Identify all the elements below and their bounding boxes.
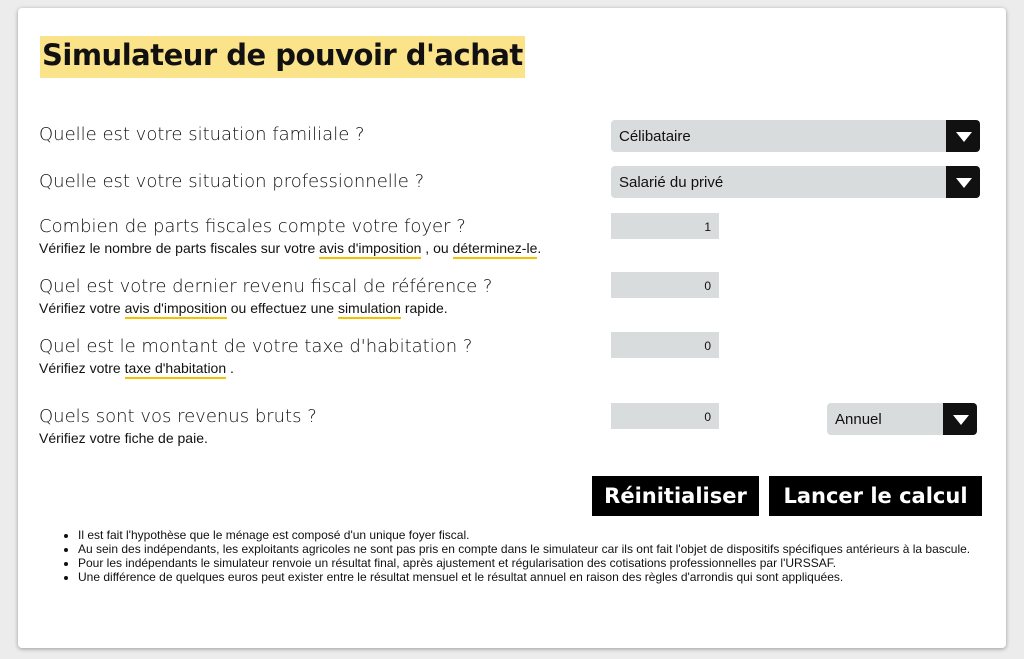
disclaimer-notes (58, 528, 1008, 584)
family-select-value: Célibataire (619, 128, 691, 145)
determinez-le-link[interactable]: déterminez-le (453, 240, 538, 259)
revenus-bruts-input[interactable]: 0 (611, 403, 719, 429)
family-select[interactable] (611, 120, 980, 152)
parts-help-text: , ou (421, 240, 453, 256)
note-item: • Au sein des indépendants, les exploitants agricoles ne sont pas pris en compte dans le simulateur car ils ont fait l'objet de dispositifs spécifiques antérieurs à la bascule. (78, 542, 1008, 556)
chevron-down-icon[interactable] (943, 403, 977, 435)
simulator-card (18, 8, 1006, 648)
parts-help (39, 240, 541, 256)
note-item: • Pour les indépendants le simulateur renvoie un résultat final, après ajustement et régularisation des cotisations professionnelles par l'URSSAF. (78, 556, 1008, 570)
parts-help-text: . (537, 240, 542, 256)
parts-help-text: Vérifiez le nombre de parts fiscales sur votre (39, 240, 320, 256)
simulation-link[interactable]: simulation (338, 300, 401, 319)
taxe-habitation-help-text: Vérifiez votre (39, 360, 125, 376)
professional-question: Quelle est votre situation professionnelle ? (39, 171, 425, 192)
period-select-value: Annuel (835, 411, 882, 428)
revenu-fiscal-input[interactable]: 0 (611, 272, 719, 298)
avis-imposition-link[interactable]: avis d'imposition (319, 240, 421, 259)
chevron-down-icon[interactable] (946, 166, 980, 198)
revenus-bruts-question: Quels sont vos revenus bruts ? (39, 406, 317, 427)
taxe-habitation-help-text: . (226, 360, 234, 376)
revenu-fiscal-help-text: rapide. (400, 300, 448, 316)
revenu-fiscal-help-text: ou effectuez une (226, 300, 338, 316)
taxe-habitation-input[interactable]: 0 (611, 332, 719, 358)
taxe-habitation-link[interactable]: taxe d'habitation (125, 360, 227, 379)
note-item: • Une différence de quelques euros peut exister entre le résultat mensuel et le résultat annuel en raison des règles d'arrondis qui sont appliquées. (78, 570, 1008, 584)
taxe-habitation-help (39, 360, 234, 376)
page-title: Simulateur de pouvoir d'achat (40, 36, 525, 78)
revenu-fiscal-question: Quel est votre dernier revenu fiscal de référence ? (39, 276, 493, 297)
note-item: • Il est fait l'hypothèse que le ménage est composé d'un unique foyer fiscal. (78, 528, 1008, 542)
revenu-fiscal-help-text: Vérifiez votre (39, 300, 125, 316)
reset-button[interactable]: Réinitialiser (592, 476, 759, 516)
revenu-fiscal-help (39, 300, 448, 316)
revenus-bruts-help: Vérifiez votre fiche de paie. (39, 430, 208, 446)
professional-select-value: Salarié du privé (619, 174, 724, 191)
parts-question: Combien de parts fiscales compte votre foyer ? (39, 216, 466, 237)
avis-imposition-link[interactable]: avis d'imposition (125, 300, 227, 319)
taxe-habitation-question: Quel est le montant de votre taxe d'habitation ? (39, 336, 473, 357)
professional-select[interactable] (611, 166, 980, 198)
compute-button[interactable]: Lancer le calcul (769, 476, 982, 516)
parts-input[interactable]: 1 (611, 213, 719, 239)
family-question: Quelle est votre situation familiale ? (39, 124, 365, 145)
chevron-down-icon[interactable] (946, 120, 980, 152)
period-select[interactable] (827, 403, 977, 435)
